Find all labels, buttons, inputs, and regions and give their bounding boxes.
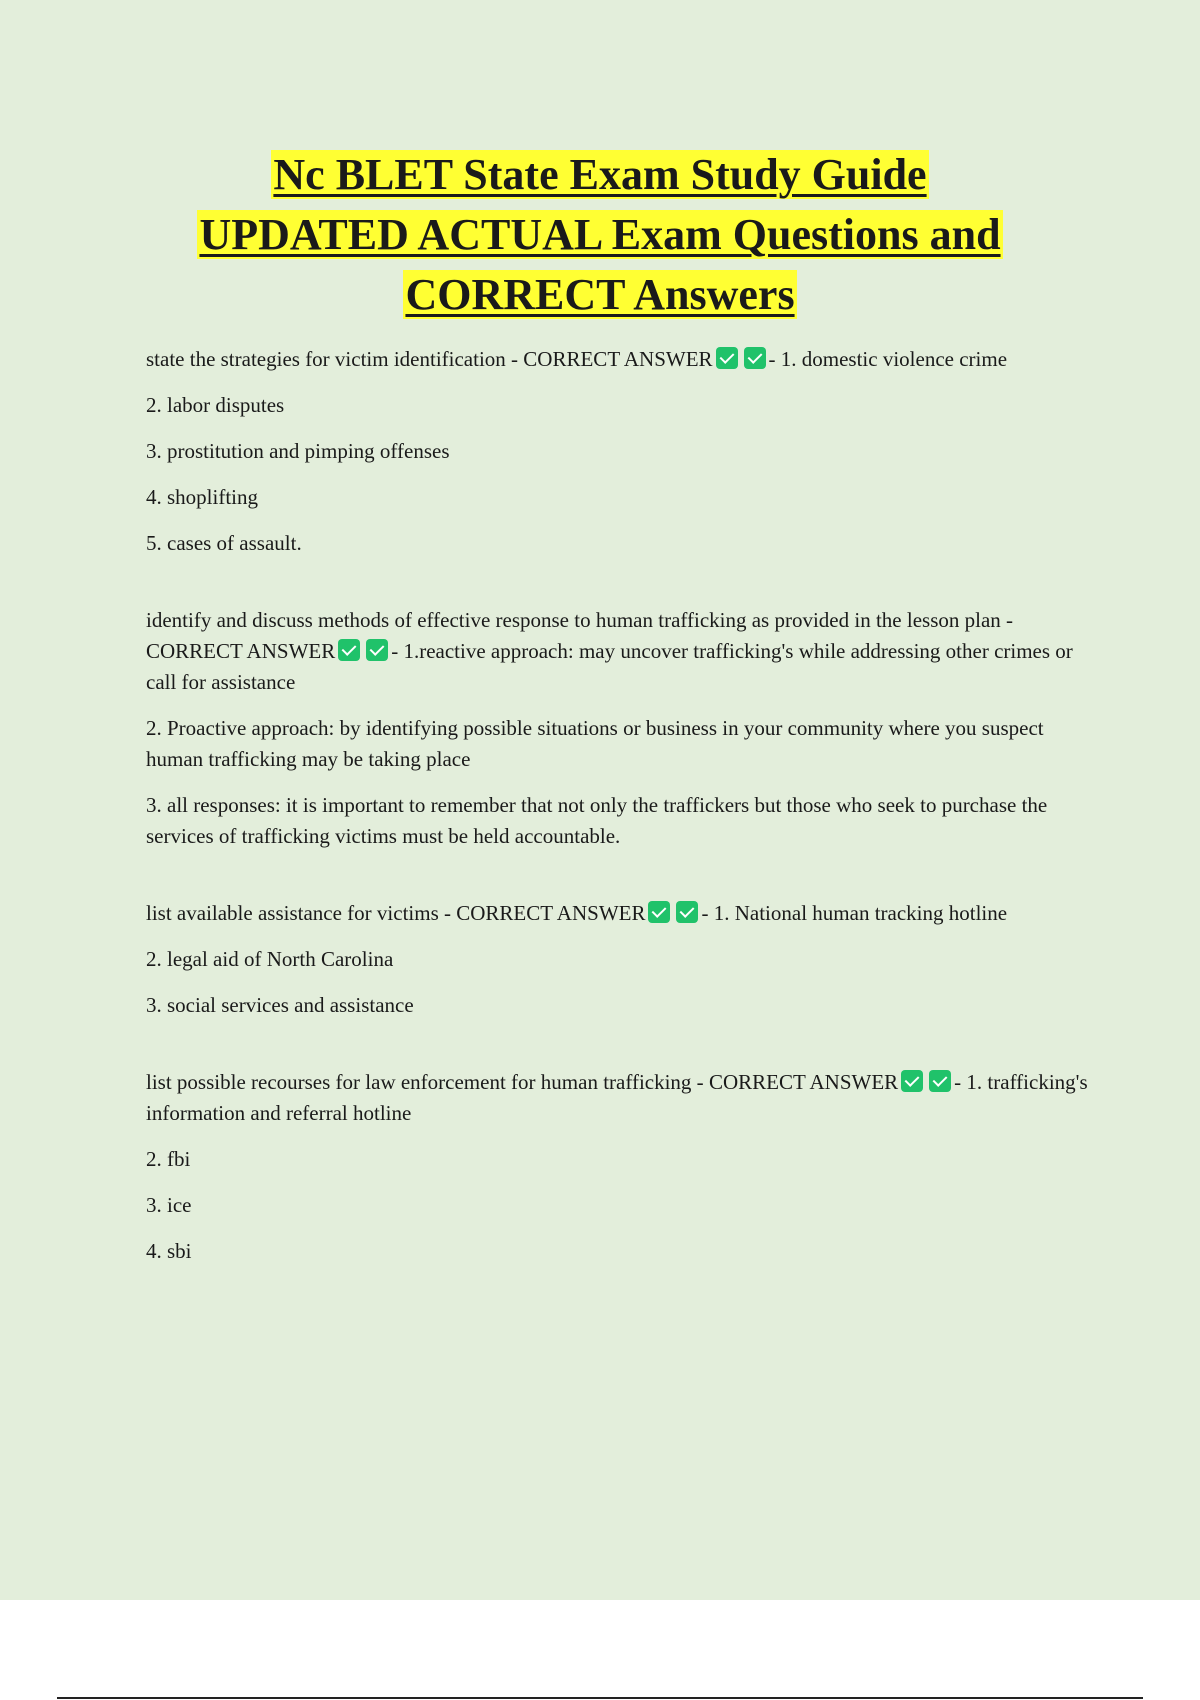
list-item: 2. fbi — [146, 1147, 191, 1171]
answer-first-item: - 1. trafficking's information and referral hotline — [146, 1070, 1088, 1125]
question-paragraph — [146, 1067, 1091, 1129]
answer-label: CORRECT ANSWER — [708, 1070, 899, 1094]
check-mark-icon — [744, 347, 766, 369]
qa-section-law-enforcement-recourses — [146, 1067, 1091, 1267]
check-mark-icon — [901, 1070, 923, 1092]
check-mark-icon — [366, 639, 388, 661]
qa-section-victim-assistance — [146, 898, 1091, 1021]
question-text: list available assistance for victims - — [146, 901, 457, 925]
list-item: 3. prostitution and pimping offenses — [146, 439, 450, 463]
list-item: 5. cases of assault. — [146, 531, 302, 555]
question-paragraph — [146, 344, 1091, 375]
list-item: 2. labor disputes — [146, 393, 285, 417]
list-item: 3. all responses: it is important to remember that not only the traffickers but those who seek to purchase the services of trafficking victims must be held accountable. — [146, 793, 1048, 848]
list-item: 2. legal aid of North Carolina — [146, 947, 394, 971]
question-paragraph — [146, 898, 1091, 929]
qa-content — [146, 344, 1091, 1267]
answer-label: CORRECT ANSWER — [523, 347, 713, 371]
list-item: 4. shoplifting — [146, 485, 259, 509]
answer-first-item: - 1.reactive approach: may uncover trafficking's while addressing other crimes or call for assistance — [146, 639, 1073, 694]
question-paragraph — [146, 605, 1091, 698]
answer-label: CORRECT ANSWER — [456, 901, 646, 925]
answer-label: CORRECT ANSWER — [146, 639, 336, 663]
question-text: list possible recourses for law enforcement for human trafficking - — [146, 1070, 709, 1094]
check-mark-icon — [648, 901, 670, 923]
title-line-3: CORRECT Answers — [405, 270, 795, 319]
qa-section-victim-identification — [146, 344, 1091, 559]
title-line-2: UPDATED ACTUAL Exam Questions and — [199, 210, 1001, 259]
check-mark-icon — [676, 901, 698, 923]
list-item: 3. social services and assistance — [146, 993, 414, 1017]
list-item: 2. Proactive approach: by identifying possible situations or business in your community where you suspect human trafficking may be taking place — [146, 716, 1044, 771]
check-mark-icon — [929, 1070, 951, 1092]
page-divider — [57, 1697, 1143, 1699]
question-text: identify and discuss methods of effective response to human trafficking as provided in the lesson plan - — [146, 608, 1014, 632]
answer-first-item: - 1. National human tracking hotline — [701, 901, 1008, 925]
check-mark-icon — [716, 347, 738, 369]
answer-first-item: - 1. domestic violence crime — [768, 347, 1008, 371]
title-line-1: Nc BLET State Exam Study Guide — [273, 150, 927, 199]
list-item: 4. sbi — [146, 1239, 192, 1263]
check-mark-icon — [338, 639, 360, 661]
list-item: 3. ice — [146, 1193, 192, 1217]
question-text: state the strategies for victim identification - — [146, 347, 524, 371]
document-title — [0, 145, 1200, 325]
qa-section-effective-response — [146, 605, 1091, 852]
